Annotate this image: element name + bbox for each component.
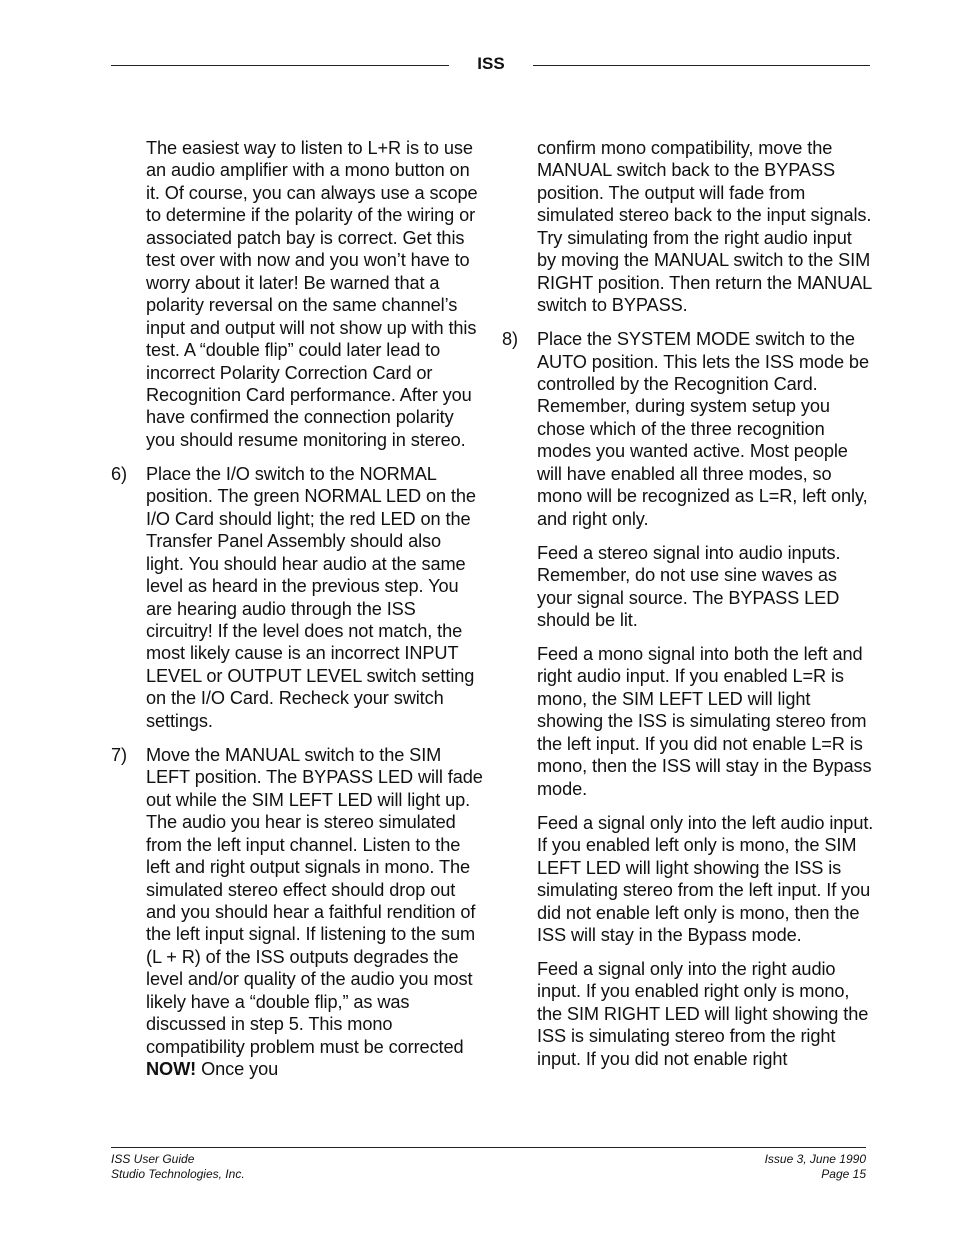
intro-text: The easiest way to listen to L+R is to use an audio amplifier with a mono button on it. Of course, you can always use a scope to determine if the polarity of the wiring or associated patch bay is correct. Get this test over with now and you won’t have to worry about it later! Be warned that a polarity reversal on the same channel’s input and output will not show up with this test. A “double flip” could later lead to incorrect Polarity Correction Card or Recognition Card performance. After you have confirmed the connection polarity you should resume monitoring in stereo. [146, 138, 478, 450]
left-signal-text: Feed a signal only into the left audio input. If you enabled left only is mono, the SIM LEFT LED will light showing the ISS is simulating stereo from the left input. If you did not enable left only is mono, then the ISS will stay in the Bypass mode. [537, 812, 874, 945]
step-6 [111, 463, 483, 732]
left-signal-paragraph [502, 812, 874, 947]
step-6-number: 6) [111, 463, 127, 484]
step-6-text: Place the I/O switch to the NORMAL position. The green NORMAL LED on the I/O Card should light; the red LED on the Transfer Panel Assembly should also light. You should hear audio at the same level as heard in the previous step. You are hearing audio through the ISS circuitry! If the level does not match, the most likely cause is an incorrect INPUT LEVEL or OUTPUT LEVEL switch setting on the I/O Card. Recheck your switch settings. [146, 463, 476, 731]
right-signal-paragraph [502, 958, 874, 1070]
continued-text: confirm mono compatibility, move the MANUAL switch back to the BYPASS position. The output will fade from simulated stereo back to the input signals. Try simulating from the right audio input by moving the MANUAL switch to the SIM RIGHT position. Then return the MANUAL switch to BYPASS. [537, 138, 872, 316]
footer-left [111, 1152, 245, 1182]
footer-guide-title: ISS User Guide [111, 1152, 195, 1166]
step-7-emphasis: NOW! [146, 1059, 197, 1080]
mono-signal-paragraph [502, 643, 874, 800]
step-7 [111, 744, 483, 1081]
stereo-signal-text: Feed a stereo signal into audio inputs. Remember, do not use sine waves as your signal source. The BYPASS LED should be lit. [537, 542, 841, 631]
right-column [502, 137, 874, 1082]
header-title: ISS [477, 54, 505, 73]
footer-right [765, 1152, 866, 1182]
left-column [111, 137, 483, 1092]
step-8 [502, 328, 874, 530]
step-7-tail: Once you [201, 1059, 279, 1080]
right-signal-text: Feed a signal only into the right audio input. If you enabled right only is mono, the SIM RIGHT LED will light showing the ISS is simulating stereo from the right input. If you did not enable right [537, 958, 869, 1069]
intro-paragraph [111, 137, 483, 451]
header-rule-right [533, 65, 870, 66]
footer-issue: Issue 3, June 1990 [764, 1152, 866, 1166]
step-8-text: Place the SYSTEM MODE switch to the AUTO position. This lets the ISS mode be controlled by the Recognition Card. Remember, during system setup you chose which of the three recognition modes you wanted active. Most people will have enabled all three modes, so mono will be recognized as L=R, left only, and right only. [537, 329, 869, 529]
step-8-number: 8) [502, 329, 518, 350]
header-rule-left [111, 65, 449, 66]
footer-rule [111, 1147, 866, 1148]
mono-signal-text: Feed a mono signal into both the left and right audio input. If you enabled L=R is mono, the SIM LEFT LED will light showing the ISS is simulating stereo from the left input. If you did not enable L=R is mono, then the ISS will stay in the Bypass mode. [537, 644, 872, 799]
footer-company: Studio Technologies, Inc. [111, 1167, 245, 1181]
step-7-text: Move the MANUAL switch to the SIM LEFT position. The BYPASS LED will fade out while the SIM LEFT LED will light up. The audio you hear is stereo simulated from the left input channel. Listen to the left and right output signals in mono. The simulated stereo effect should drop out and you should hear a faithful rendition of the left input signal. If listening to the sum (L + R) of the ISS outputs degrades the level and/or quality of the audio you most likely have a “double flip,” as was discussed in step 5. This mono compatibility problem must be corrected [146, 744, 483, 1057]
stereo-signal-paragraph [502, 542, 874, 632]
continued-paragraph [502, 137, 874, 317]
step-7-number: 7) [111, 744, 127, 765]
step-7-body [146, 744, 483, 1081]
footer-page-number: Page 15 [821, 1167, 866, 1181]
